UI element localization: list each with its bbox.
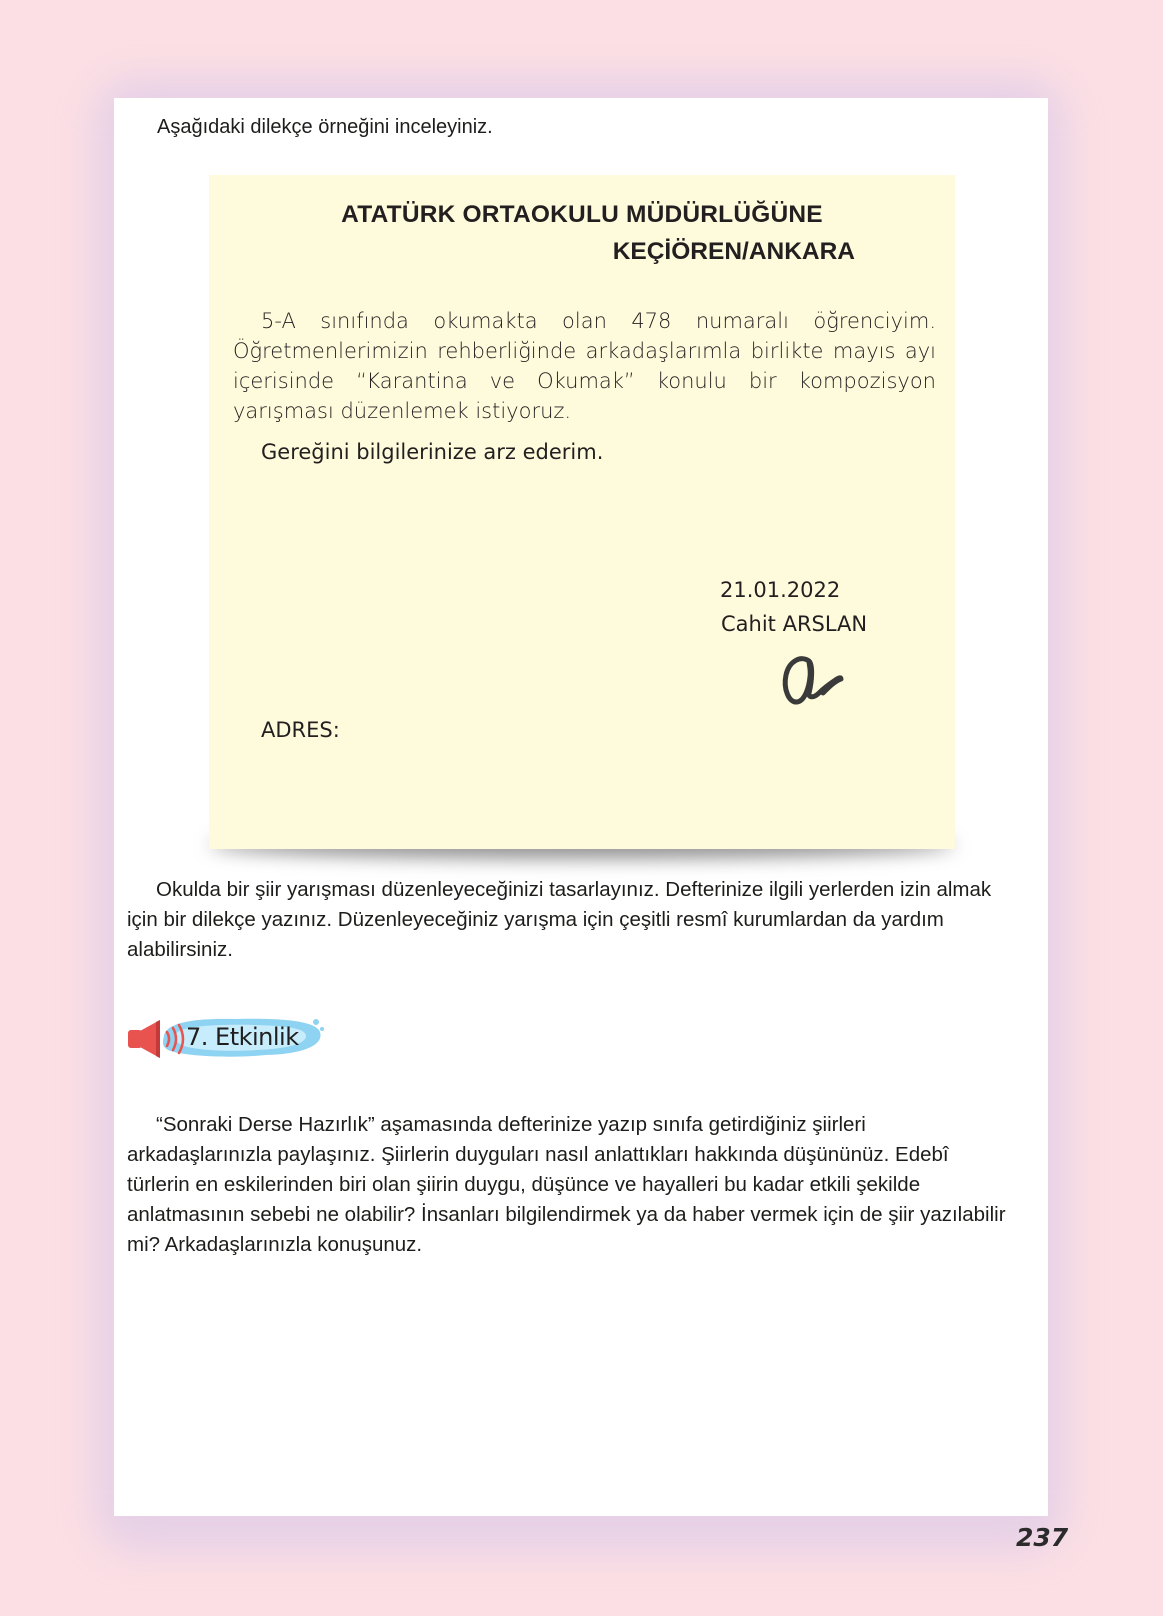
activity-header (126, 1011, 316, 1067)
petition-body: 5-A sınıfında okumakta olan 478 numaralı öğrenciyim. Öğretmenlerimizin rehberliğinde arkadaşlarımla birlikte mayıs ayı içerisinde “Karantina ve Okumak” konulu bir kompozisyon yarışması düzenlemek istiyoruz. (233, 309, 936, 423)
task-paragraph: Okulda bir şiir yarışması düzenleyeceğinizi tasarlayınız. Defterinize ilgili yerlerden izin almak için bir dilekçe yazınız. Düzenleyeceğiniz yarışma için çeşitli resmî kurumlardan da yardım alabilirsiniz. (127, 878, 992, 961)
page-number: 237 (1016, 1523, 1069, 1552)
petition-address-label: ADRES: (261, 718, 340, 742)
petition-location: KEÇİÖREN/ANKARA (612, 238, 855, 265)
petition-signer-name: Cahit ARSLAN (721, 612, 868, 636)
textbook-page (114, 98, 1048, 1516)
instruction-text: Aşağıdaki dilekçe örneğini inceleyiniz. (157, 116, 493, 138)
signature-icon (779, 647, 847, 717)
petition-recipient: ATATÜRK ORTAOKULU MÜDÜRLÜĞÜNE (341, 201, 823, 228)
activity-label: 7. Etkinlik (186, 1023, 299, 1051)
activity-text: “Sonraki Derse Hazırlık” aşamasında defterinize yazıp sınıfa getirdiğiniz şiirleri arkadaşlarınızla paylaşınız. Şiirlerin duyguları nasıl anlattıkları hakkında düşününüz. Edebî türlerin en eskilerinden biri olan şiirin duygu, düşünce ve hayalleri bu kadar etkili şekilde anlatmasının sebebi ne olabilir? İnsanları bilgilendirmek ya da haber vermek için de şiir yazılabilir mi? Arkadaşlarınızla konuşunuz. (127, 1113, 1006, 1256)
petition-closing: Gereğini bilgilerinize arz ederim. (261, 440, 604, 464)
petition-date: 21.01.2022 (720, 578, 841, 602)
petition-sample (209, 175, 955, 849)
